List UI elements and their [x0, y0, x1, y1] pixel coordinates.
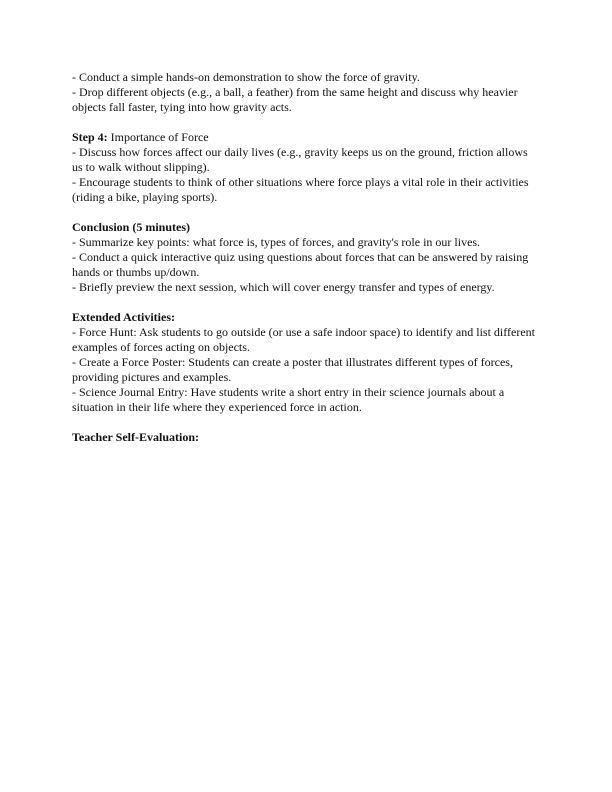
- text-line: hands or thumbs up/down.: [72, 265, 200, 279]
- spacer: [72, 205, 542, 220]
- extended-activities-section: [72, 310, 542, 415]
- text-line: - Science Journal Entry: Have students write a short entry in their science journals about a: [72, 385, 505, 399]
- text-line: - Conduct a quick interactive quiz using questions about forces that can be answered by raising: [72, 250, 529, 264]
- self-evaluation-section: [72, 430, 542, 445]
- spacer: [72, 415, 542, 430]
- text-line: - Summarize key points: what force is, types of forces, and gravity's role in our lives.: [72, 235, 481, 249]
- step4-title: Importance of Force: [107, 130, 209, 144]
- text-line: objects fall faster, tying into how gravity acts.: [72, 100, 292, 114]
- text-line: - Force Hunt: Ask students to go outside (or use a safe indoor space) to identify and list different: [72, 325, 536, 339]
- text-line: - Discuss how forces affect our daily lives (e.g., gravity keeps us on the ground, friction allows: [72, 145, 528, 159]
- extended-heading: Extended Activities:: [72, 310, 175, 324]
- text-line: situation in their life where they experienced force in action.: [72, 400, 362, 414]
- text-line: providing pictures and examples.: [72, 370, 232, 384]
- conclusion-heading: Conclusion (5 minutes): [72, 220, 191, 234]
- text-line: (riding a bike, playing sports).: [72, 190, 218, 204]
- text-line: examples of forces acting on objects.: [72, 340, 250, 354]
- spacer: [72, 115, 542, 130]
- conclusion-section: [72, 220, 542, 295]
- text-line: - Conduct a simple hands-on demonstration to show the force of gravity.: [72, 70, 420, 84]
- step3-continuation: [72, 70, 542, 115]
- step4-label: Step 4:: [72, 130, 108, 144]
- text-line: us to walk without slipping).: [72, 160, 210, 174]
- spacer: [72, 295, 542, 310]
- step4-section: [72, 130, 542, 205]
- document-page: [72, 70, 542, 445]
- self-evaluation-heading: Teacher Self-Evaluation:: [72, 430, 200, 444]
- text-line: - Encourage students to think of other situations where force plays a vital role in their activities: [72, 175, 529, 189]
- text-line: - Create a Force Poster: Students can create a poster that illustrates different types of forces,: [72, 355, 513, 369]
- text-line: - Briefly preview the next session, which will cover energy transfer and types of energy.: [72, 280, 495, 294]
- text-line: - Drop different objects (e.g., a ball, a feather) from the same height and discuss why heavier: [72, 85, 518, 99]
- step4-heading: [72, 130, 542, 145]
